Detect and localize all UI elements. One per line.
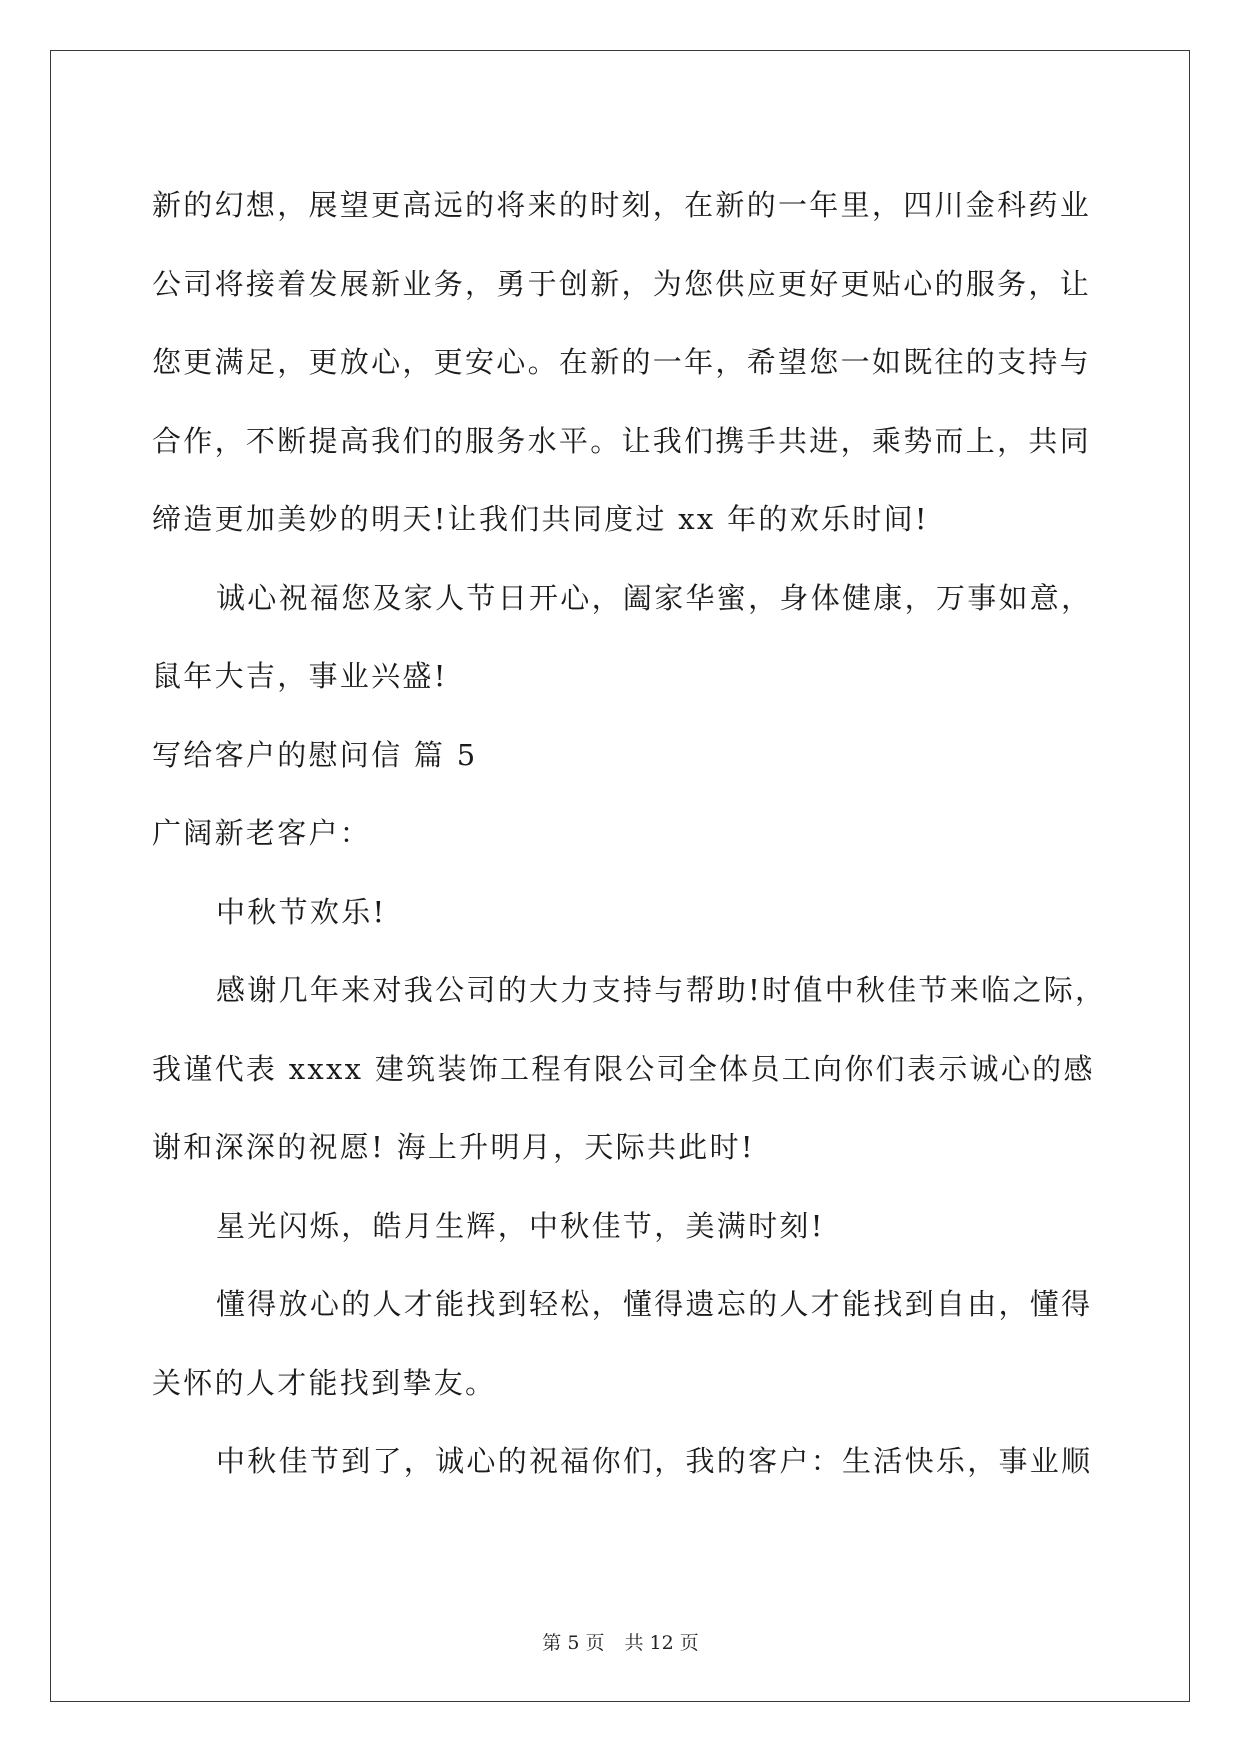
text-line: 星光闪烁，皓月生辉，中秋佳节，美满时刻! — [216, 1208, 825, 1243]
document-body — [152, 166, 1107, 1501]
text-line: 新的幻想，展望更高远的将来的时刻，在新的一年里，四川金科药业 — [152, 188, 1092, 222]
text-line: 鼠年大吉，事业兴盛! — [152, 659, 448, 693]
text-line: 缔造更加美妙的明天!让我们共同度过 xx 年的欢乐时间! — [152, 502, 929, 536]
text-line: 关怀的人才能找到挚友。 — [152, 1365, 497, 1400]
text-line: 谢和深深的祝愿! 海上升明月，天际共此时! — [152, 1130, 755, 1164]
text-line: 中秋节欢乐! — [216, 894, 387, 929]
page-total: 共 12 页 — [624, 1632, 699, 1654]
text-line: 懂得放心的人才能找到轻松，懂得遗忘的人才能找到自由，懂得 — [216, 1287, 1093, 1321]
page-number: 第 5 页 — [542, 1632, 605, 1654]
text-line: 合作，不断提高我们的服务水平。让我们携手共进，乘势而上，共同 — [152, 423, 1092, 458]
text-line: 诚心祝福您及家人节日开心，阖家华蜜，身体健康，万事如意， — [216, 580, 1093, 615]
text-line: 公司将接着发展新业务，勇于创新，为您供应更好更贴心的服务，让 — [152, 266, 1092, 301]
page-footer — [0, 1628, 1241, 1655]
text-line: 我谨代表 xxxx 建筑装饰工程有限公司全体员工向你们表示诚心的感 — [152, 1051, 1095, 1086]
text-line: 感谢几年来对我公司的大力支持与帮助!时值中秋佳节来临之际， — [216, 973, 1107, 1007]
text-line: 中秋佳节到了，诚心的祝福你们，我的客户：生活快乐，事业顺 — [216, 1444, 1093, 1478]
section-heading: 写给客户的慰问信 篇 5 — [152, 737, 478, 772]
text-line: 您更满足，更放心，更安心。在新的一年，希望您一如既往的支持与 — [152, 345, 1092, 379]
salutation: 广阔新老客户： — [152, 816, 372, 850]
